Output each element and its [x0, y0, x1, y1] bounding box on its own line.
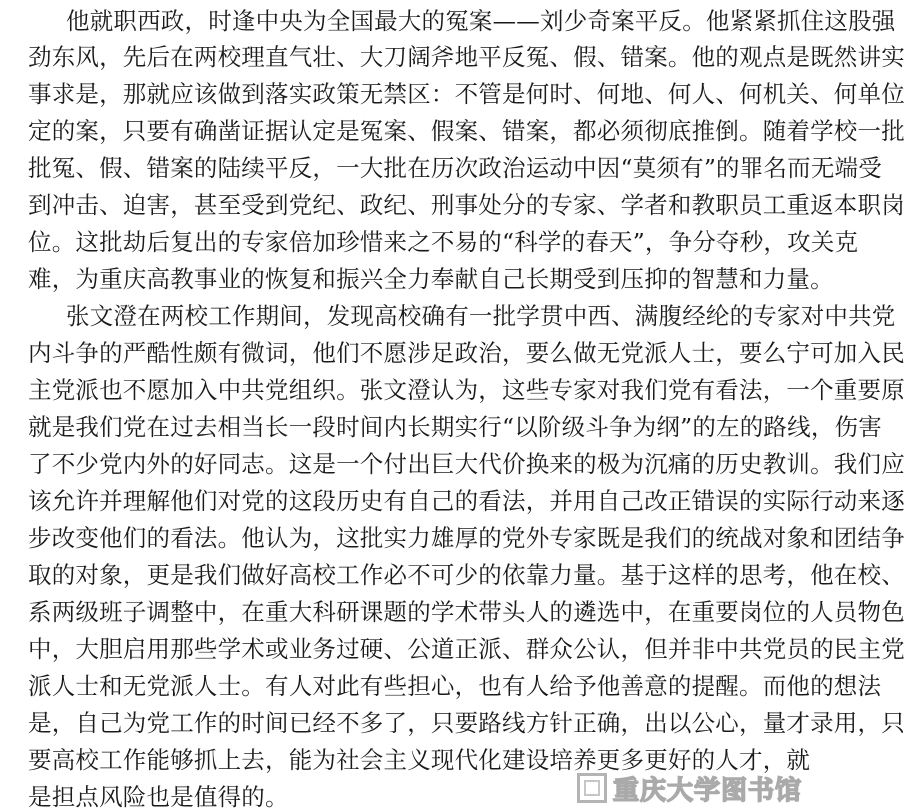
- text-line: 中，大胆启用那些学术或业务过硬、公道正派、群众公认，但并非中共党员的民主党: [28, 635, 905, 663]
- text-line: 要高校工作能够抓上去，能为社会主义现代化建设培养更多更好的人才，就: [28, 746, 811, 774]
- library-watermark: [577, 770, 802, 806]
- text-line: 了不少党内外的好同志。这是一个付出巨大代价换来的极为沉痛的历史教训。我们应: [28, 450, 905, 478]
- text-line: 张文澄在两校工作期间，发现高校确有一批学贯中西、满腹经纶的专家对中共党: [66, 302, 896, 330]
- text-line: 他就职西政，时逢中央为全国最大的冤案——刘少奇案平反。他紧紧抓住这股强: [66, 7, 896, 35]
- text-line: 位。这批劫后复出的专家倍加珍惜来之不易的“科学的春天”，争分夺秒，攻关克: [28, 228, 859, 256]
- text-line: 系两级班子调整中，在重大科研课题的学术带头人的遴选中，在重要岗位的人员物色: [28, 598, 905, 626]
- text-line: 事求是，那就应该做到落实政策无禁区：不管是何时、何地、何人、何机关、何单位: [28, 80, 905, 108]
- text-line: 主党派也不愿加入中共党组织。张文澄认为，这些专家对我们党有看法，一个重要原: [28, 376, 905, 404]
- text-line: 定的案，只要有确凿证据认定是冤案、假案、错案，都必须彻底推倒。随着学校一批: [28, 117, 905, 145]
- text-line: 内斗争的严酷性颇有微词，他们不愿涉足政治，要么做无党派人士，要么宁可加入民: [28, 339, 905, 367]
- text-line: 步改变他们的看法。他认为，这批实力雄厚的党外专家既是我们的统战对象和团结争: [28, 524, 905, 552]
- text-line: 是担点风险也是值得的。: [28, 783, 289, 811]
- text-line: 该允许并理解他们对党的这段历史有自己的看法，并用自己改正错误的实际行动来逐: [28, 487, 905, 515]
- text-line: 劲东风，先后在两校理直气壮、大刀阔斧地平反冤、假、错案。他的观点是既然讲实: [28, 43, 905, 71]
- text-line: 到冲击、迫害，甚至受到党纪、政纪、刑事处分的专家、学者和教职员工重返本职岗: [28, 191, 905, 219]
- watermark-text: 重庆大学图书馆: [613, 775, 803, 806]
- text-line: 取的对象，更是我们做好高校工作必不可少的依靠力量。基于这样的思考，他在校、: [28, 561, 905, 589]
- text-line: 派人士和无党派人士。有人对此有些担心，也有人给予他善意的提醒。而他的想法: [28, 672, 882, 700]
- text-line: 难，为重庆高教事业的恢复和振兴全力奉献自己长期受到压抑的智慧和力量。: [28, 265, 834, 293]
- text-line: 是，自己为党工作的时间已经不多了，只要路线方针正确，出以公心，量才录用，只: [28, 709, 905, 737]
- text-line: 就是我们党在过去相当长一段时间内长期实行“以阶级斗争为纲”的左的路线，伤害: [28, 413, 882, 441]
- text-line: 批冤、假、错案的陆续平反，一大批在历次政治运动中因“莫须有”的罪名而无端受: [28, 154, 882, 182]
- library-logo-icon: [577, 773, 607, 803]
